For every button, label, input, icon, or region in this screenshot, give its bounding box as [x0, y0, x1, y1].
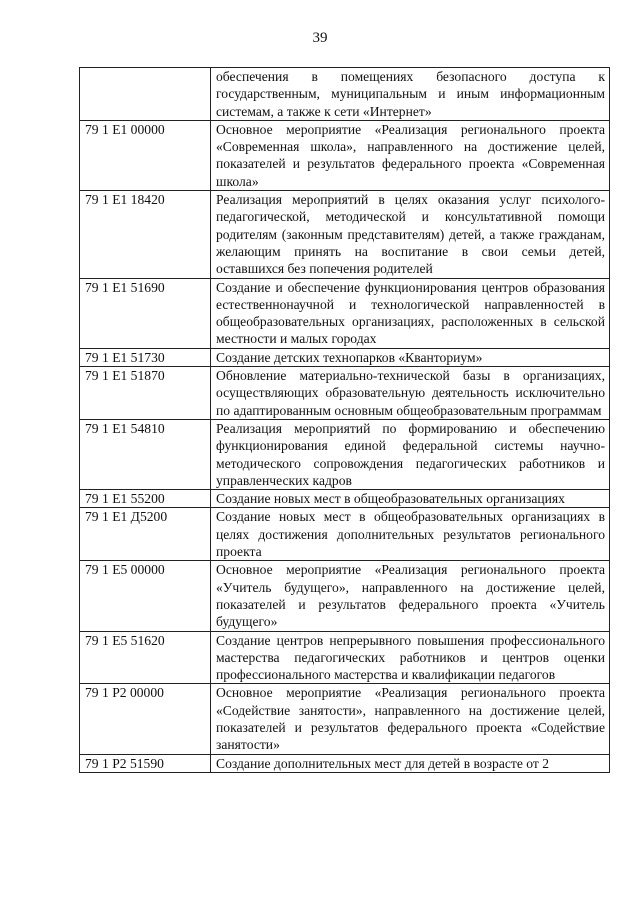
description-cell: обеспечения в помещениях безопасного доступа к государственным, муниципальным и иным информационным системам, а также к сети «Интернет» — [211, 68, 610, 121]
budget-code-cell: 79 1 Е1 Д5200 — [80, 508, 211, 561]
budget-code-cell: 79 1 Е1 54810 — [80, 419, 211, 489]
budget-code-cell: 79 1 Е1 51730 — [80, 348, 211, 366]
budget-code-cell: 79 1 Е1 51690 — [80, 278, 211, 348]
table-row — [80, 419, 610, 489]
table-row — [80, 684, 610, 754]
table-row — [80, 508, 610, 561]
description-cell: Создание новых мест в общеобразовательных организациях в целях достижения дополнительных результатов регионального проекта — [211, 508, 610, 561]
budget-code-cell: 79 1 Е1 00000 — [80, 120, 211, 190]
budget-code-cell: 79 1 Р2 51590 — [80, 754, 211, 772]
table-row — [80, 754, 610, 772]
budget-code-cell: 79 1 Е5 51620 — [80, 631, 211, 684]
table-row — [80, 68, 610, 121]
budget-code-cell: 79 1 Е1 55200 — [80, 490, 211, 508]
description-cell: Реализация мероприятий по формированию и обеспечению функционирования единой федеральной системы научно-методического сопровождения педагогических работников и управленческих кадров — [211, 419, 610, 489]
description-cell: Создание детских технопарков «Кванториум» — [211, 348, 610, 366]
description-cell: Основное мероприятие «Реализация регионального проекта «Современная школа», направленного на достижение целей, показателей и результатов федерального проекта «Современная школа» — [211, 120, 610, 190]
table-row — [80, 561, 610, 631]
description-cell: Основное мероприятие «Реализация регионального проекта «Содействие занятости», направленного на достижение целей, показателей и результатов федерального проекта «Содействие занятости» — [211, 684, 610, 754]
table-row — [80, 120, 610, 190]
budget-code-table — [79, 67, 610, 773]
table-row — [80, 490, 610, 508]
table-row — [80, 191, 610, 278]
budget-code-cell: 79 1 Е1 18420 — [80, 191, 211, 278]
description-cell: Создание дополнительных мест для детей в возрасте от 2 — [211, 754, 610, 772]
budget-code-cell: 79 1 Р2 00000 — [80, 684, 211, 754]
budget-code-cell: 79 1 Е5 00000 — [80, 561, 211, 631]
description-cell: Обновление материально-технической базы в организациях, осуществляющих образовательную деятельность исключительно по адаптированным основным общеобразовательным программам — [211, 367, 610, 420]
description-cell: Создание новых мест в общеобразовательных организациях — [211, 490, 610, 508]
description-cell: Создание и обеспечение функционирования центров образования естественнонаучной и технологической направленностей в общеобразовательных организациях, расположенных в сельской местности и малых городах — [211, 278, 610, 348]
table-row — [80, 367, 610, 420]
description-cell: Основное мероприятие «Реализация регионального проекта «Учитель будущего», направленного на достижение целей, показателей и результатов федерального проекта «Учитель будущего» — [211, 561, 610, 631]
budget-code-cell — [80, 68, 211, 121]
table-body — [80, 68, 610, 773]
page-number: 39 — [312, 30, 328, 46]
budget-code-cell: 79 1 Е1 51870 — [80, 367, 211, 420]
table-row — [80, 348, 610, 366]
description-cell: Реализация мероприятий в целях оказания услуг психолого-педагогической, методической и консультативной помощи родителям (законным представителям) детей, а также гражданам, желающим принять на воспитание в свои семьи детей, оставшихся без попечения родителей — [211, 191, 610, 278]
description-cell: Создание центров непрерывного повышения профессионального мастерства педагогических работников и центров оценки профессионального мастерства и квалификации педагогов — [211, 631, 610, 684]
table-row — [80, 631, 610, 684]
table-row — [80, 278, 610, 348]
